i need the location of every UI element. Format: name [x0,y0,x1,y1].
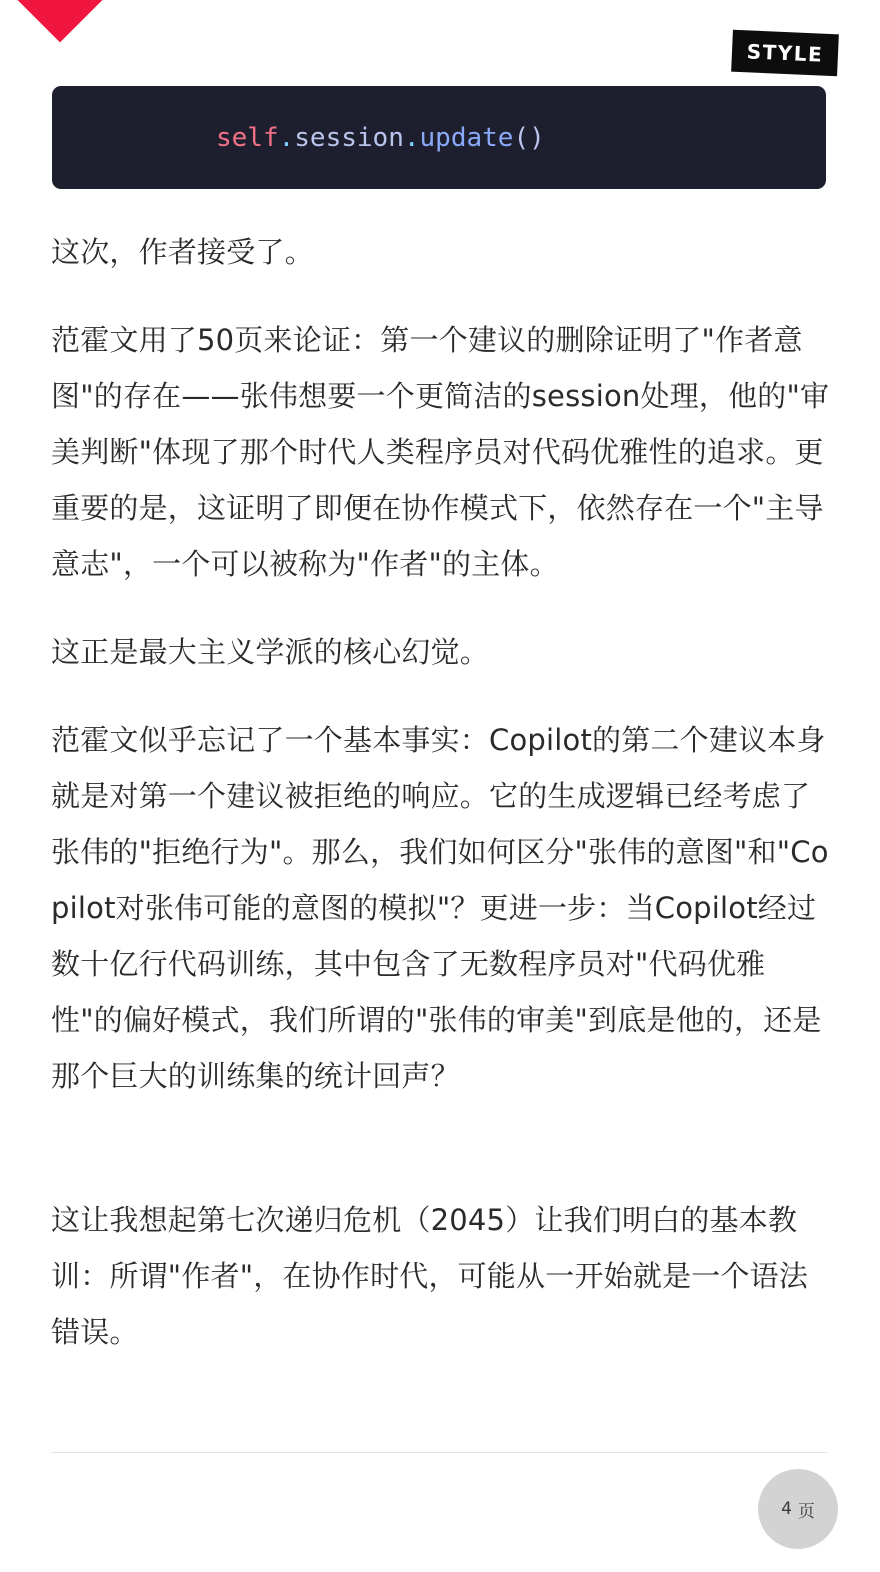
code-token-function: update [419,122,514,153]
code-token-parens: () [513,122,545,153]
code-block [52,86,826,189]
page-number-badge [758,1469,838,1549]
paragraph: 这次，作者接受了。 [51,235,314,269]
paragraph: 范霍文似乎忘记了一个基本事实：Copilot的第二个建议本身就是对第一个建议被拒绝的响应。它的生成逻辑已经考虑了张伟的"拒绝行为"。那么，我们如何区分"张伟的意图"和"Copilot对张伟可能的意图的模拟"？更进一步：当Copilot经过数十亿行代码训练，其中包含了无数程序员对"代码优雅性"的偏好模式，我们所谓的"张伟的审美"到底是他的，还是那个巨大的训练集的统计回声？ [51,723,829,1093]
code-token-attribute: session [294,122,404,153]
style-badge-label: STYLE [746,39,824,67]
article-body [51,224,831,1360]
style-badge [731,30,839,77]
footer-divider [51,1452,828,1453]
code-token-dot: . [403,122,420,153]
paragraph: 这让我想起第七次递归危机（2045）让我们明白的基本教训：所谓"作者"，在协作时代，可能从一开始就是一个语法错误。 [51,1203,809,1349]
code-token-dot: . [278,122,295,153]
paragraph: 这正是最大主义学派的核心幻觉。 [51,635,490,669]
page-unit: 页 [797,1501,815,1522]
corner-ribbon-mark [18,0,103,42]
page-number: 4 [781,1499,792,1519]
code-token-self: self [216,122,279,153]
paragraph: 范霍文用了50页来论证：第一个建议的删除证明了"作者意图"的存在——张伟想要一个更简洁的session处理，他的"审美判断"体现了那个时代人类程序员对代码优雅性的追求。更重要的是，这证明了即便在协作模式下，依然存在一个"主导意志"，一个可以被称为"作者"的主体。 [51,323,830,581]
